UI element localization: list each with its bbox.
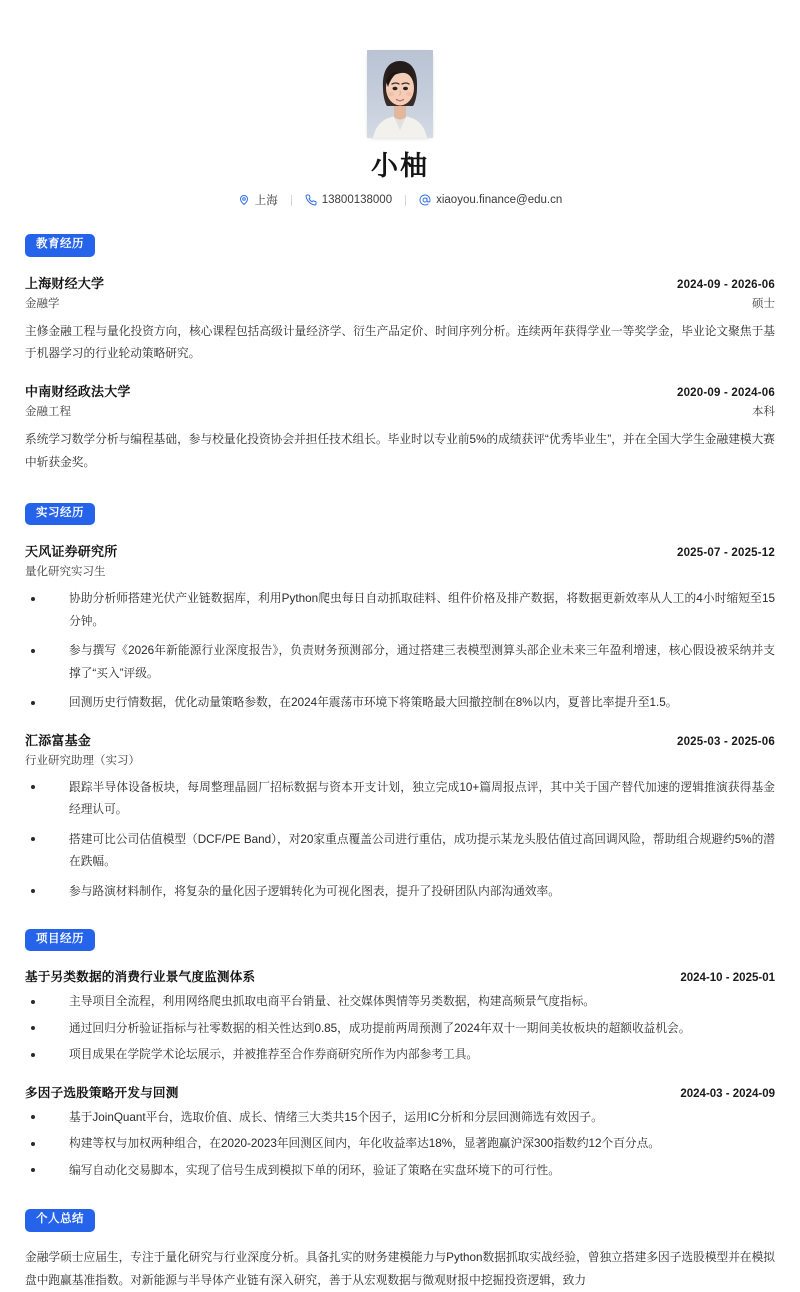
list-item: 搭建可比公司估值模型（DCF/PE Band），对20家重点覆盖公司进行重估，成功提示某龙头股估值过高回调风险，帮助组合规避约5%的潜在跌幅。 <box>25 829 775 874</box>
education-degree: 本科 <box>752 406 775 419</box>
education-school: 中南财经政法大学 <box>25 384 131 400</box>
list-item: 参与撰写《2026年新能源行业深度报告》，负责财务预测部分，通过搭建三表模型测算头部企业未来三年盈利增速，核心假设被采纳并支撑了“买入”评级。 <box>25 640 775 685</box>
project-bullet-list <box>25 1107 775 1182</box>
project-title: 基于另类数据的消费行业景气度监测体系 <box>25 970 256 985</box>
internship-date: 2025-03 - 2025-06 <box>676 735 775 748</box>
entry-subheader <box>25 403 775 419</box>
location-pin-icon <box>238 194 250 206</box>
contact-email <box>419 194 562 206</box>
phone-icon <box>305 194 317 206</box>
contact-location-value: 上海 <box>254 195 278 208</box>
project-entry <box>25 1082 775 1182</box>
section-badge-internship: 实习经历 <box>25 503 95 526</box>
education-entry <box>25 273 775 367</box>
list-item: 项目成果在学院学术论坛展示，并被推荐至合作券商研究所作为内部参考工具。 <box>25 1044 775 1066</box>
entry-subheader <box>25 752 775 768</box>
entry-header <box>25 541 775 560</box>
resume-header <box>25 0 775 208</box>
project-bullet-list <box>25 991 775 1066</box>
education-description: 系统学习数学分析与编程基础，参与校量化投资协会并担任技术组长。毕业时以专业前5%的成绩获评“优秀毕业生”，并在全国大学生金融建模大赛中斩获金奖。 <box>25 433 775 469</box>
project-date: 2024-10 - 2025-01 <box>680 972 775 985</box>
section-summary <box>25 1209 775 1292</box>
education-description: 主修金融工程与量化投资方向，核心课程包括高级计量经济学、衍生产品定价、时间序列分析。连续两年获得学业一等奖学金，毕业论文聚焦于基于机器学习的行业轮动策略研究。 <box>25 324 775 361</box>
entry-header <box>25 1082 775 1101</box>
education-date: 2020-09 - 2024-06 <box>676 387 775 400</box>
project-title: 多因子选股策略开发与回测 <box>25 1085 179 1100</box>
education-school: 上海财经大学 <box>25 275 105 291</box>
project-entry <box>25 966 775 1066</box>
contact-divider <box>405 195 406 206</box>
page-title: 小柚 <box>371 151 429 181</box>
section-education <box>25 234 775 475</box>
section-project <box>25 929 775 1182</box>
education-date: 2024-09 - 2026-06 <box>676 278 775 291</box>
list-item: 构建等权与加权两种组合，在2020-2023年回测区间内，年化收益率达18%，显著跑赢沪深300指数约12个百分点。 <box>25 1133 775 1155</box>
list-item: 协助分析师搭建光伏产业链数据库，利用Python爬虫每日自动抓取硅料、组件价格及排产数据，将数据更新效率从人工的4小时缩短至15分钟。 <box>25 588 775 633</box>
internship-bullet-list <box>25 777 775 903</box>
contact-phone-value: 13800138000 <box>321 194 393 207</box>
email-at-icon <box>419 194 431 206</box>
summary-text: 金融学硕士应届生，专注于量化研究与行业深度分析。具备扎实的财务建模能力与Python数据抓取实战经验，曾独立搭建多因子选股模型并在模拟盘中跑赢基准指数。对新能源与半导体产业链有深入研究，善于从宏观数据与微观财报中挖掘投资逻辑，致力 <box>25 1250 775 1287</box>
contact-row <box>238 192 562 208</box>
list-item: 通过回归分析验证指标与社零数据的相关性达到0.85，成功提前两周预测了2024年双十一期间美妆板块的超额收益机会。 <box>25 1018 775 1040</box>
internship-role: 行业研究助理（实习） <box>25 754 140 767</box>
list-item: 跟踪半导体设备板块，每周整理晶圆厂招标数据与资本开支计划，独立完成10+篇周报点评，其中关于国产替代加速的逻辑推演获得基金经理认可。 <box>25 777 775 822</box>
entry-header <box>25 730 775 749</box>
entry-header <box>25 966 775 985</box>
internship-role: 量化研究实习生 <box>25 566 106 579</box>
internship-bullet-list <box>25 588 775 714</box>
contact-phone <box>305 194 392 206</box>
list-item: 主导项目全流程，利用网络爬虫抓取电商平台销量、社交媒体舆情等另类数据，构建高频景气度指标。 <box>25 991 775 1013</box>
section-badge-project: 项目经历 <box>25 929 95 952</box>
section-internship <box>25 503 775 903</box>
section-badge-summary: 个人总结 <box>25 1209 95 1232</box>
entry-header <box>25 273 775 292</box>
internship-company: 汇添富基金 <box>25 732 92 748</box>
education-major: 金融工程 <box>25 406 71 419</box>
education-entry <box>25 381 775 475</box>
list-item: 回测历史行情数据，优化动量策略参数，在2024年震荡市环境下将策略最大回撤控制在8%以内，夏普比率提升至1.5。 <box>25 692 775 714</box>
internship-company: 天风证券研究所 <box>25 544 118 560</box>
internship-entry <box>25 541 775 714</box>
list-item: 编写自动化交易脚本，实现了信号生成到模拟下单的闭环，验证了策略在实盘环境下的可行性。 <box>25 1160 775 1182</box>
internship-date: 2025-07 - 2025-12 <box>676 547 775 560</box>
entry-header <box>25 381 775 400</box>
contact-location <box>238 192 278 208</box>
section-badge-education: 教育经历 <box>25 234 95 257</box>
entry-subheader <box>25 563 775 579</box>
education-major: 金融学 <box>25 297 60 310</box>
avatar <box>367 50 433 138</box>
contact-email-value: xiaoyou.finance@edu.cn <box>436 194 563 207</box>
contact-divider <box>291 195 292 206</box>
list-item: 基于JoinQuant平台，选取价值、成长、情绪三大类共15个因子，运用IC分析和分层回测筛选有效因子。 <box>25 1107 775 1129</box>
internship-entry <box>25 730 775 903</box>
list-item: 参与路演材料制作，将复杂的量化因子逻辑转化为可视化图表，提升了投研团队内部沟通效率。 <box>25 881 775 903</box>
education-degree: 硕士 <box>752 297 775 310</box>
project-date: 2024-03 - 2024-09 <box>680 1087 775 1100</box>
entry-subheader <box>25 295 775 311</box>
